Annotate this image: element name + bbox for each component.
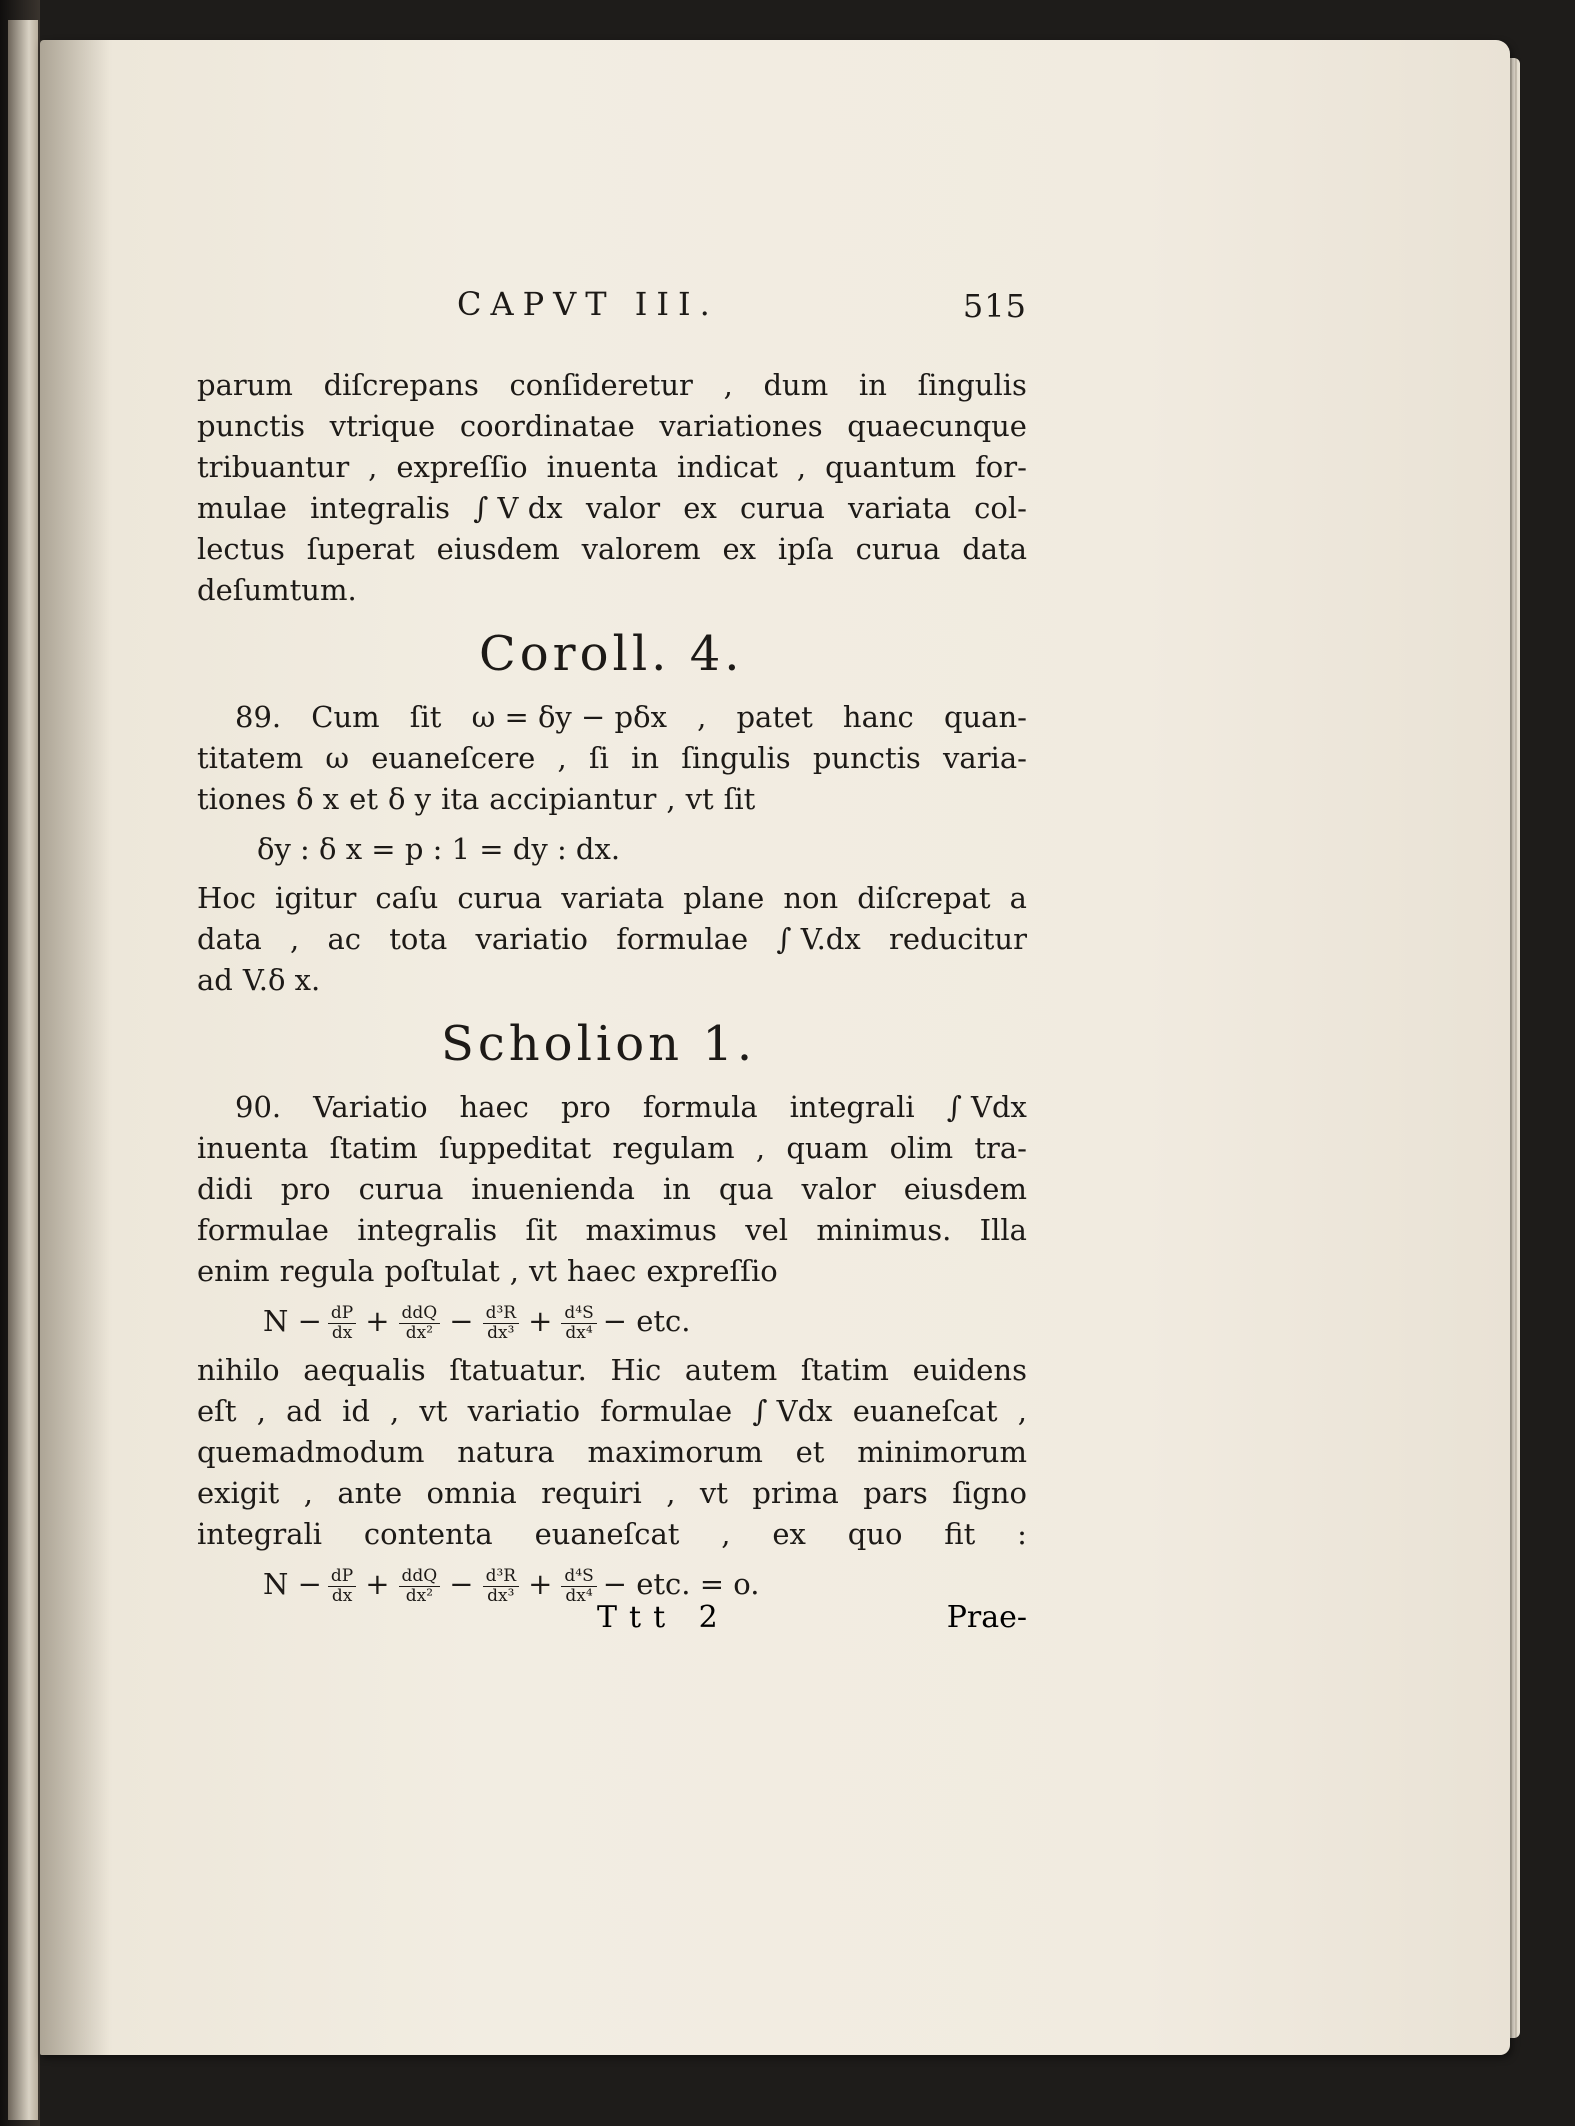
paragraph-corollary <box>197 697 1027 820</box>
word: punctis <box>197 409 305 443</box>
word: euaneſcat <box>852 1394 998 1428</box>
word: integralis <box>310 491 451 525</box>
word: ſit <box>525 1213 558 1247</box>
equation-tail: − etc. = o. <box>602 1567 760 1601</box>
text-line <box>197 697 1027 738</box>
word: ∫ V dx <box>473 491 563 525</box>
word: exigit <box>197 1476 280 1510</box>
fraction-denominator: dx² <box>405 1322 434 1343</box>
word: requiri <box>541 1476 642 1510</box>
word: Cum <box>311 700 380 734</box>
word: curua <box>740 491 825 525</box>
word: nihilo <box>197 1353 280 1387</box>
word: δ y <box>388 782 432 816</box>
word: data <box>962 532 1027 566</box>
word: , <box>557 741 567 775</box>
equation-operator: + <box>365 1304 390 1338</box>
word: formulae <box>600 1394 733 1428</box>
equation-ratio: δy : δ x = p : 1 = dy : dx. <box>257 832 621 866</box>
word: eiusdem <box>903 1172 1027 1206</box>
text-line <box>197 878 1027 919</box>
word: vt <box>699 1476 728 1510</box>
word: ſingulis <box>681 741 791 775</box>
word: , <box>256 1394 266 1428</box>
word: didi <box>197 1172 253 1206</box>
fraction-numerator: d³R <box>483 1304 520 1324</box>
fraction-numerator: dP <box>328 1567 356 1587</box>
text-line <box>197 488 1027 529</box>
word: variationes <box>659 409 823 443</box>
fraction-numerator: d⁴S <box>561 1304 596 1324</box>
word: ad <box>197 963 233 997</box>
word: V.δ x. <box>242 963 321 997</box>
word: valor <box>801 1172 876 1206</box>
running-head-title: CAPVT III. <box>457 285 719 323</box>
word: ſuppeditat <box>438 1131 592 1165</box>
word: integralis <box>357 1213 498 1247</box>
word: , <box>509 1254 519 1288</box>
word: curua <box>358 1172 444 1206</box>
word: , <box>303 1476 313 1510</box>
word: , <box>723 368 733 402</box>
word: ∫ Vdx <box>752 1394 833 1428</box>
equation-tail: − etc. <box>602 1304 691 1338</box>
word: variata <box>561 881 665 915</box>
fraction-denominator: dx⁴ <box>565 1585 593 1606</box>
fraction-numerator: d⁴S <box>561 1567 596 1587</box>
paragraph-after-equation <box>197 1350 1027 1555</box>
equation-lead: N − <box>263 1567 322 1601</box>
paragraph-scholion <box>197 1087 1027 1292</box>
word: , <box>755 1131 766 1165</box>
word: ſtatim <box>329 1131 418 1165</box>
word: omnia <box>426 1476 517 1510</box>
signature-mark: Ttt 2 <box>597 1600 730 1635</box>
left-page-edge <box>8 20 38 2120</box>
word: deſumtum. <box>197 573 357 607</box>
word: pro <box>280 1172 331 1206</box>
fraction-denominator: dx <box>331 1585 353 1606</box>
word: minimus. <box>816 1213 952 1247</box>
word: ex <box>772 1517 806 1551</box>
word: formula <box>642 1090 758 1124</box>
equation-operator: + <box>528 1567 553 1601</box>
word: inuenienda <box>471 1172 635 1206</box>
heading-scholion: Scholion 1. <box>441 1016 757 1072</box>
word: vt <box>419 1394 448 1428</box>
text-line <box>197 1514 1027 1555</box>
text-line <box>197 779 1027 820</box>
word: a <box>1009 881 1027 915</box>
word: vel <box>745 1213 789 1247</box>
word: maximus <box>585 1213 717 1247</box>
word: varia- <box>943 741 1027 775</box>
equation-operator: − <box>449 1567 474 1601</box>
word: ω = δy − pδx <box>471 700 667 734</box>
word: ω <box>325 741 350 775</box>
word: regulam <box>612 1131 735 1165</box>
word: quam <box>786 1131 869 1165</box>
text-line <box>197 1391 1027 1432</box>
word: inuenta <box>546 450 659 484</box>
text-line <box>197 919 1027 960</box>
word: regula <box>279 1254 375 1288</box>
word: , <box>368 450 378 484</box>
word: ante <box>337 1476 403 1510</box>
word: et <box>795 1435 825 1469</box>
word: et <box>349 782 378 816</box>
word: Hoc <box>197 881 256 915</box>
word: for- <box>975 450 1027 484</box>
word: , <box>666 1476 676 1510</box>
word: quemadmodum <box>197 1435 425 1469</box>
word: tra- <box>974 1131 1027 1165</box>
text-line <box>197 1169 1027 1210</box>
text-line <box>197 1473 1027 1514</box>
word: , <box>1017 1394 1027 1428</box>
word: indicat <box>676 450 778 484</box>
word: vt <box>529 1254 558 1288</box>
word: integrali <box>197 1517 323 1551</box>
body-text <box>197 365 1027 1613</box>
running-head <box>197 285 1027 335</box>
word: valorem <box>581 532 701 566</box>
fraction-numerator: d³R <box>483 1567 520 1587</box>
fraction-numerator: ddQ <box>399 1304 441 1324</box>
word: plane <box>683 881 765 915</box>
paragraph-corollary-conclusion <box>197 878 1027 1001</box>
word: quan- <box>943 700 1027 734</box>
word: col- <box>974 491 1027 525</box>
word: variata <box>847 491 951 525</box>
word: quo <box>847 1517 903 1551</box>
word: ſtatuatur. <box>449 1353 587 1387</box>
fraction-denominator: dx <box>331 1322 353 1343</box>
text-line <box>197 1251 1027 1292</box>
word: haec <box>459 1090 529 1124</box>
word: id <box>342 1394 370 1428</box>
word: formulae <box>197 1213 329 1247</box>
fraction-denominator: dx³ <box>487 1322 515 1343</box>
word: in <box>662 1172 691 1206</box>
word: ſit <box>409 700 442 734</box>
heading-corollary: Coroll. 4. <box>479 626 744 682</box>
word: ſtatim <box>800 1353 889 1387</box>
word: reducitur <box>888 922 1027 956</box>
word: vtrique <box>329 409 436 443</box>
word: , <box>796 450 807 484</box>
word: pro <box>560 1090 611 1124</box>
equation-operator: + <box>528 1304 553 1338</box>
word: natura <box>457 1435 555 1469</box>
word: ∫ V.dx <box>776 922 861 956</box>
word: ſit <box>723 782 756 816</box>
word: aequalis <box>303 1353 426 1387</box>
word: dum <box>763 368 829 402</box>
word: fit <box>944 1517 976 1551</box>
word: tiones <box>197 782 287 816</box>
page-number: 515 <box>962 287 1027 325</box>
equation-expression <box>197 1292 1027 1350</box>
equation-operator: − <box>449 1304 474 1338</box>
fraction <box>328 1304 356 1343</box>
word: ex <box>683 491 717 525</box>
word: ac <box>327 922 361 956</box>
word: curua <box>457 881 543 915</box>
word: mulae <box>197 491 287 525</box>
word: diſcrepans <box>323 368 479 402</box>
text-line <box>197 960 1027 1001</box>
word: expreſſio <box>396 450 528 484</box>
word: lectus <box>197 532 285 566</box>
word: eiusdem <box>436 532 560 566</box>
word: qua <box>718 1172 774 1206</box>
word: poſtulat <box>384 1254 500 1288</box>
text-line <box>197 1087 1027 1128</box>
word: : <box>1017 1517 1027 1551</box>
word: ∫ Vdx <box>946 1090 1027 1124</box>
word: quantum <box>825 450 957 484</box>
word: curua <box>855 532 941 566</box>
text-line <box>197 738 1027 779</box>
word: accipiantur <box>489 782 657 816</box>
text-line <box>197 1210 1027 1251</box>
fraction <box>399 1304 441 1343</box>
equation-lead: N − <box>263 1304 322 1338</box>
word: ex <box>722 532 756 566</box>
word: punctis <box>812 741 921 775</box>
word: inuenta <box>197 1131 309 1165</box>
word: tota <box>389 922 448 956</box>
text-line <box>197 447 1027 488</box>
word: Illa <box>979 1213 1027 1247</box>
fraction-numerator: ddQ <box>399 1567 441 1587</box>
word: , <box>390 1394 400 1428</box>
word: euaneſcere <box>371 741 536 775</box>
word: pars <box>863 1476 928 1510</box>
word: maximorum <box>587 1435 763 1469</box>
word: haec <box>567 1254 637 1288</box>
word: ſingulis <box>917 368 1027 402</box>
word: titatem <box>197 741 304 775</box>
word: variatio <box>475 922 588 956</box>
word: integrali <box>789 1090 915 1124</box>
text-line <box>197 365 1027 406</box>
paragraph-intro <box>197 365 1027 611</box>
word: minimorum <box>857 1435 1027 1469</box>
fraction <box>483 1304 520 1343</box>
word: conſideretur <box>509 368 693 402</box>
word: igitur <box>275 881 357 915</box>
word: caſu <box>375 881 439 915</box>
word: euidens <box>912 1353 1027 1387</box>
word: Variatio <box>313 1090 428 1124</box>
word: olim <box>889 1131 954 1165</box>
word: 89. <box>235 700 282 734</box>
word: data <box>197 922 262 956</box>
fraction-denominator: dx³ <box>487 1585 515 1606</box>
word: ſi <box>588 741 609 775</box>
text-line <box>197 529 1027 570</box>
word: eſt <box>197 1394 237 1428</box>
word: ita <box>441 782 480 816</box>
word: enim <box>197 1254 270 1288</box>
word: hanc <box>842 700 914 734</box>
equation-operator: + <box>365 1567 390 1601</box>
word: tribuantur <box>197 450 350 484</box>
catchword: Prae- <box>946 1600 1027 1635</box>
word: , <box>290 922 300 956</box>
word: autem <box>684 1353 778 1387</box>
fraction-denominator: dx² <box>405 1585 434 1606</box>
text-line <box>197 570 1027 611</box>
word: prima <box>752 1476 839 1510</box>
word: 90. <box>235 1090 282 1124</box>
fraction-numerator: dP <box>328 1304 356 1324</box>
word: ad <box>286 1394 322 1428</box>
word: vt <box>685 782 714 816</box>
word: , <box>721 1517 731 1551</box>
word: valor <box>585 491 661 525</box>
word: , <box>666 782 676 816</box>
word: expreſſio <box>646 1254 778 1288</box>
word: diſcrepat <box>857 881 991 915</box>
word: variatio <box>467 1394 581 1428</box>
word: patet <box>736 700 813 734</box>
fraction <box>561 1304 596 1343</box>
text-line <box>197 406 1027 447</box>
word: ipſa <box>777 532 834 566</box>
word: Hic <box>610 1353 662 1387</box>
text-line <box>197 1432 1027 1473</box>
word: , <box>697 700 707 734</box>
word: ſigno <box>952 1476 1027 1510</box>
word: coordinatae <box>459 409 635 443</box>
word: in <box>858 368 887 402</box>
text-line <box>197 1128 1027 1169</box>
word: formulae <box>616 922 749 956</box>
word: quaecunque <box>847 409 1027 443</box>
word: δ x <box>296 782 340 816</box>
word: euaneſcat <box>534 1517 680 1551</box>
word: ſuperat <box>306 532 415 566</box>
word: in <box>631 741 660 775</box>
word: contenta <box>363 1517 493 1551</box>
word: parum <box>197 368 293 402</box>
word: non <box>783 881 839 915</box>
fraction-denominator: dx⁴ <box>565 1322 593 1343</box>
text-line <box>197 1350 1027 1391</box>
